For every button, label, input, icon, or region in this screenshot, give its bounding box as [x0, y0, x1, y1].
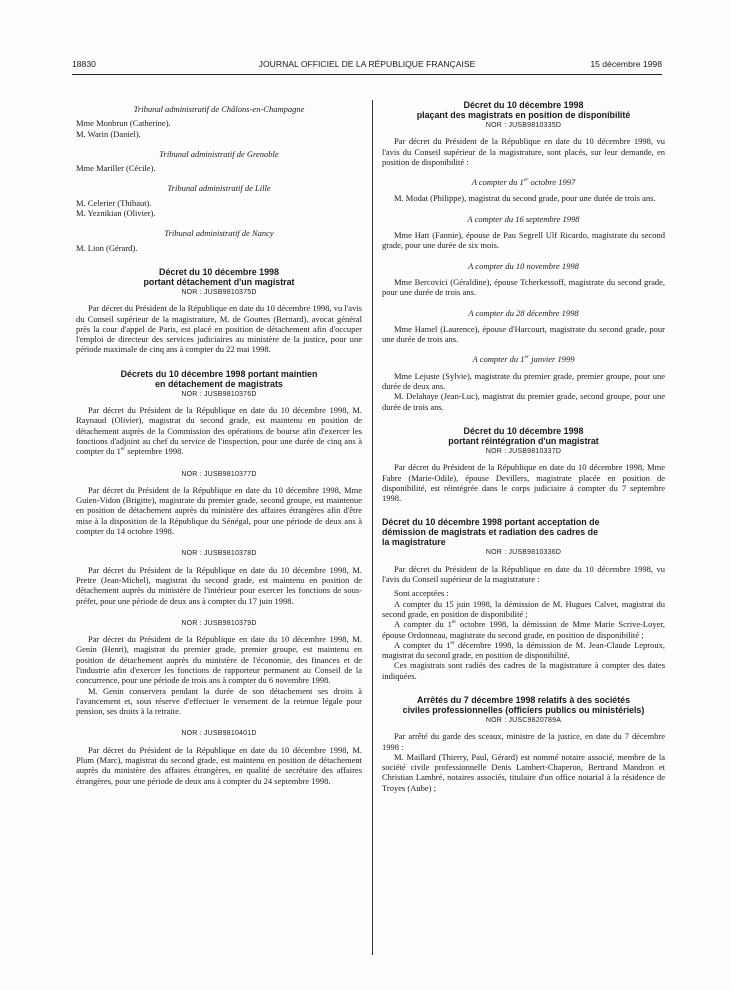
decree-body: Par décret du Président de la République en date du 10 décembre 1998, vu l'avis du Conseil supérieur de la magistrature : — [382, 563, 665, 585]
decree-title: Décret du 10 décembre 1998 portant acceptation de — [382, 517, 600, 528]
decree-entry: Mme Hamel (Laurence), épouse d'Harcourt, magistrate du second grade, pour une durée de trois ans. — [382, 323, 665, 345]
decree-entry: M. Modat (Philippe), magistrat du second grade, pour une durée de trois ans. — [394, 193, 656, 204]
person: M. Celerier (Thibaut). — [76, 197, 152, 208]
column-divider — [372, 100, 373, 955]
decree-body: M. Maillard (Thierry, Paul, Gérard) est nommé notaire associé, membre de la société civile professionnelle Denis Lambert-Chaperon, Bertrand Mandron et Christian Lambré, notaires associés, titulaire d'un office notarial à la résidence de Troyes (Aube) ; — [382, 751, 665, 793]
date-heading: A compter du 1er octobre 1997 — [471, 177, 576, 188]
decree-body: Ces magistrats sont radiés des cadres de la magistrature à compter des dates indiquées. — [382, 660, 665, 681]
decree-body: Sont acceptées : — [394, 588, 449, 599]
nor-reference: NOR : JUSC9820789A — [485, 716, 562, 724]
nor-reference: NOR : JUSB9810379D — [181, 619, 257, 627]
nor-reference: NOR : JUSB9810376D — [181, 390, 257, 398]
decree-body: Par décret du Président de la République en date du 10 décembre 1998, vu l'avis du Conseil supérieur de la magistrature, M. de Gouttes (Bernard), avocat général près la cour d'appel de Paris, est placé en position de détachement afin d'occuper l'emploi de directeur des services judiciaires au ministère de la justice, pour une période maximale de cinq ans à compter du 22 mai 1998. — [76, 303, 362, 355]
nor-reference: NOR : JUSB9810377D — [181, 470, 257, 478]
decree-body: Par arrêté du garde des sceaux, ministre de la justice, en date du 7 décembre 1998 : — [382, 731, 665, 752]
decree-title: Décret du 10 décembre 1998 — [159, 266, 279, 277]
decree-body: Par décret du Président de la République en date du 10 décembre 1998, Mme Fabre (Marie-Odile), épouse Devillers, magistrate placée en position de disponibilité, est réintégrée dans le corps judiciaire à compter du 7 septembre 1998. — [382, 462, 665, 504]
person: M. Warin (Daniel). — [76, 128, 141, 139]
person: Mme Monbrun (Catherine). — [76, 118, 171, 129]
nor-reference: NOR : JUSB9810401D — [181, 730, 257, 738]
decree-title: la magistrature — [382, 537, 446, 548]
right-column — [382, 100, 665, 793]
decree-entry: Mme Lejuste (Sylvie), magistrate du premier grade, premier groupe, pour une durée de deux ans. — [382, 370, 665, 392]
tribunal-heading: Tribunal administratif de Grenoble — [159, 148, 279, 159]
header-rule — [72, 74, 662, 75]
issue-date: 15 décembre 1998 — [590, 59, 662, 69]
decree-entry: Mme Bercovici (Géraldine), épouse Tcherkessoff, magistrate du second grade, pour une durée de trois ans. — [382, 276, 665, 298]
decree-title: démission de magistrats et radiation des cadres de — [382, 527, 599, 538]
person: Mme Mariller (Cécile). — [76, 163, 156, 174]
decree-title: Décrets du 10 décembre 1998 portant maintien — [120, 368, 318, 379]
decree-body: Par décret du Président de la République en date du 10 décembre 1998, M. Pretre (Jean-Michel), magistrat du second grade, est maintenu en position de détachement auprès du ministère de l'intérieur pour exercer les fonctions de sous-préfet, pour une période de deux ans à compter du 17 juin 1998. — [76, 564, 362, 606]
nor-reference: NOR : JUSB9810375D — [181, 288, 257, 296]
decree-title: civiles professionnelles (officiers publics ou ministériels) — [402, 704, 645, 715]
resignation-item: A compter du 15 juin 1998, la démission de M. Hugues Calvet, magistrat du second grade, en position de disponibilité ; — [382, 598, 665, 619]
date-heading: A compter du 28 décembre 1998 — [468, 307, 579, 318]
tribunal-heading: Tribunal administratif de Châlons-en-Champagne — [133, 104, 305, 114]
decree-body: Par décret du Président de la République en date du 10 décembre 1998, Mme Guien-Vidon (Brigitte), magistrate du premier grade, second groupe, est maintenue en position de détachement auprès du ministère des affaires étrangères afin d'être mise à la disposition de la République du Sénégal, pour une période de deux ans à compter du 14 octobre 1998. — [76, 484, 362, 537]
resignation-item: A compter du 1er octobre 1998, la démission de Mme Marie Scrive-Loyer, épouse Ordonneau, magistrate du second grade, en position de disponibilité ; — [382, 619, 665, 640]
journal-title: JOURNAL OFFICIEL DE LA RÉPUBLIQUE FRANÇAISE — [258, 59, 476, 69]
decree-title: Décret du 10 décembre 1998 — [463, 425, 584, 436]
nor-reference: NOR : JUSB9810335D — [485, 122, 562, 129]
decree-body: Par décret du Président de la République en date du 10 décembre 1998, M. Genin (Henri), magistrat du premier grade, premier groupe, est maintenu en position de détachement auprès du ministère de l'économie, des finances et de l'industrie afin d'exercer les fonctions de rapporteur permanent au Conseil de la concurrence, pour une période de trois ans à compter du 6 novembre 1998. — [76, 634, 362, 686]
tribunal-heading: Tribunal administratif de Lille — [167, 183, 271, 194]
decree-title: portant détachement d'un magistrat — [143, 276, 295, 287]
decree-body: Par décret du Président de la République en date du 10 décembre 1998, vu l'avis du Conseil supérieur de la magistrature, sont placés, sur leur demande, en position de disponibilité : — [382, 136, 665, 167]
nor-reference: NOR : JUSB9810336D — [485, 549, 562, 557]
nor-reference: NOR : JUSB9810378D — [181, 550, 257, 558]
decree-body: Par décret du Président de la République en date du 10 décembre 1998, M. Plum (Marc), magistrat du second grade, est maintenu en position de détachement auprès du ministère des affaires étrangères, en qualité de secrétaire des affaires étrangères, pour une période de deux ans à compter du 24 septembre 1998. — [76, 744, 362, 786]
date-heading: A compter du 1er janvier 1999 — [472, 354, 575, 365]
person: M. Lion (Gérard). — [76, 242, 138, 253]
nor-reference: NOR : JUSB9810337D — [485, 447, 562, 455]
decree-title: en détachement de magistrats — [155, 378, 283, 389]
date-heading: A compter du 10 novembre 1998 — [468, 260, 579, 271]
decree-body: M. Genin conservera pendant la durée de son détachement ses droits à l'avancement et, sous réserve d'effectuer le versement de la retenue légale pour pension, ses droits à la retraite. — [76, 685, 362, 717]
decree-entry: M. Delahaye (Jean-Luc), magistrat du premier grade, second groupe, pour une durée de trois ans. — [382, 391, 665, 412]
date-heading: A compter du 16 septembre 1998 — [467, 213, 580, 224]
decree-entry: Mme Hatt (Fannie), épouse de Pau Segrell Ulf Ricardo, magistrate du second grade, pour une durée de six mois. — [382, 230, 665, 251]
left-column — [76, 100, 362, 786]
decree-body: Par décret du Président de la République en date du 10 décembre 1998, M. Raynaud (Olivier), magistrat du second grade, est maintenu en position de détachement auprès de la Commission des opérations de bourse afin d'exercer les fonctions d'adjoint au chef du service de l'inspection, pour une durée de cinq ans à compter du 1er septembre 1998. — [76, 405, 362, 457]
decree-title: Décret du 10 décembre 1998 — [463, 100, 584, 110]
tribunal-heading: Tribunal administratif de Nancy — [164, 228, 274, 239]
decree-title: plaçant des magistrats en position de disponibilité — [416, 110, 631, 120]
page-number: 18830 — [72, 59, 96, 69]
resignation-item: A compter du 1er décembre 1998, la démission de M. Jean-Claude Leproux, magistrat du second grade, en position de disponibilité. — [382, 639, 665, 661]
page-header — [72, 59, 662, 73]
decree-title: portant réintégration d'un magistrat — [448, 435, 599, 446]
decree-title: Arrêtés du 7 décembre 1998 relatifs à des sociétés — [416, 694, 631, 705]
person: M. Yeznikian (Olivier). — [76, 208, 156, 219]
